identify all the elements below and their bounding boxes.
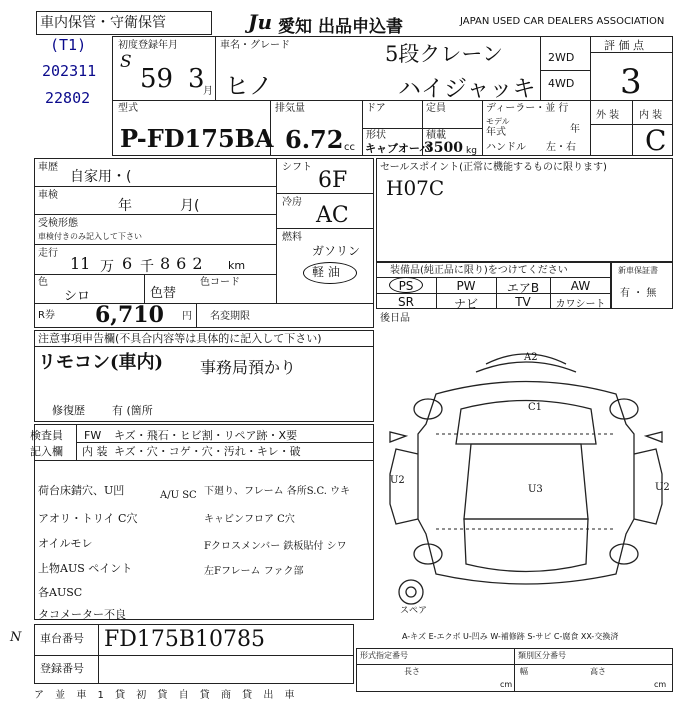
door-label: ドア [366,103,386,114]
cm-label-2: cm [654,680,667,689]
fuel-type: ガソリン [312,244,361,258]
handle-value: 左・右 [546,142,576,153]
notes-line1: リモコン(車内) [38,352,164,373]
shift-label: シフト [282,162,312,173]
displacement-label: 排気量 [275,103,305,114]
diagram-label-u2-left: U2 [390,475,405,486]
yen-label: 円 [182,311,192,322]
length-label: 長さ [404,667,420,676]
equip-aw: AW [570,279,591,293]
mileage-man-value: 11 [70,254,91,273]
chassis-label: 車台番号 [40,632,84,645]
inspector-note-1: アオリ・トリイ C穴 [38,512,138,525]
reg-month: 3 [188,64,205,94]
make-value: ヒノ [225,72,273,100]
fuel-selected-text: 軽 油 [312,265,340,279]
mileage-sen-value: 6 [122,254,133,273]
inspector-note-right-1: キャビンフロア C穴 [204,514,295,525]
capacity-label: 定員 [426,103,446,114]
mileage-man-unit: 万 [100,259,114,275]
grade-line1: 5段クレーン [385,42,503,66]
repair-history-label: 修復歴 [52,404,85,417]
stamp-line2: 202311 [42,62,97,80]
year-word-label: 年式 [486,127,506,138]
mileage-label: 走行 [38,248,58,259]
region-name: 愛知 [278,17,312,37]
equip-sr: SR [398,295,414,309]
displacement-unit: cc [344,142,355,153]
equip-ps: PS [398,279,414,293]
ac-value: AC [316,203,349,228]
score-value: 3 [620,62,642,102]
history-label: 車歴 [38,162,58,173]
inspector-label: 検査員 [30,429,63,442]
category-code-label: 類別区分番号 [518,651,566,660]
receipt-type-label: 受検形態 [38,218,78,229]
diagram-label-u2-right: U2 [655,482,670,493]
load-value: 3500 [424,140,463,156]
width-label: 幅 [520,667,528,676]
notes-line1b: 事務局預かり [200,358,297,377]
equip-leather: カワシート [555,299,606,310]
model-code-label: 型式 [118,103,138,114]
fw-items: キズ・飛石・ヒビ割・リペア跡・X要 [114,429,298,442]
model-code-value: P-FD175BA [120,124,274,153]
height-label: 高さ [590,667,606,676]
cm-label-1: cm [500,680,513,689]
grade-line2: ハイジャッキ [398,76,536,102]
inspector-note-2: オイルモレ [38,537,93,550]
drive-2wd: 2WD [548,51,575,64]
top-strip [0,0,700,6]
interior-score-value: C [645,124,667,157]
inspection-month: 月( [180,198,200,214]
inspector-note-5: タコメーター不良 [38,608,126,621]
warranty-label: 新車保証書 [618,266,658,275]
warranty-value: 有 ・ 無 [620,288,657,299]
equip-pw: PW [456,279,476,293]
recycle-label: R券 [38,310,55,321]
equip-tv: TV [515,295,531,309]
exterior-label: 外 装 [596,110,620,121]
model-year-label: モデル [486,117,510,126]
notes-title: 注意事項申告欄(不具合内容等は具体的に記入して下さい) [38,332,322,345]
handle-label: ハンドル [486,142,526,153]
equip-airbag: エアB [506,281,540,295]
registration-label: 登録番号 [40,662,84,675]
year-unit-label: 年 [570,124,580,135]
entry-label: 記入欄 [30,445,63,458]
inspector-note-3: 上物AUS ペイント [38,562,133,575]
spare-label: スペア [400,606,428,616]
dealer-label: ディーラー・並 行 [486,103,569,114]
make-grade-label: 車名・グレード [220,40,290,51]
damage-legend: A-キズ E-エクボ U-凹み W-補修跡 S-サビ C-腐食 XX-交換済 [402,632,619,641]
fuel-label: 燃料 [282,232,302,243]
interior-label: 内 装 [639,110,663,121]
inspection-year: 年 [118,198,132,214]
reg-year: 59 [140,64,174,94]
form-code-label: 形式指定番号 [360,651,408,660]
mileage-sen-unit: 千 [140,259,154,275]
sales-points-value: H07C [386,176,445,200]
sales-points-frame [376,158,673,262]
storage-type: 車内保管・守衛保管 [40,15,166,31]
interior-items: キズ・穴・コゲ・穴・汚れ・キレ・破 [114,445,301,458]
history-value: 自家用・( [70,169,132,185]
mileage-rest-value: 862 [160,254,209,273]
diagram-label-u3: U3 [528,484,543,495]
receipt-type-note: 車検付きのみ記入して下さい [38,232,142,241]
inspector-note-right-2: Fクロスメンバー 鉄板貼付 シワ [204,541,347,552]
color-label: 色 [38,277,48,288]
diagram-label-a2: A2 [524,352,538,363]
color-value: シロ [64,289,91,304]
stamp-line1: (T1) [50,36,87,54]
recycle-amount: 6,710 [95,302,164,328]
era-mark: S [120,52,132,72]
equipment-label: 装備品(純正品に限り)をつけてください [390,265,568,276]
bottom-row: ア 並 車 1 貸 初 貸 自 貸 商 貸 出 車 [34,690,299,701]
km-unit: km [228,259,246,272]
shape-value: キャブオーバ [365,142,431,155]
score-label: 評 価 点 [604,39,644,52]
repair-history-value: 有 (箇所 [112,404,153,417]
equip-ps-circle [389,277,423,293]
load-label: 積載 [426,130,446,141]
sales-points-label: セールスポイント(正常に機能するものに限ります) [380,162,607,173]
color-code-value: 色替 [150,286,177,301]
equip-navi: ナビ [453,297,478,311]
rear-seat-label: 後日品 [380,313,410,324]
car-damage-diagram [376,324,673,624]
first-registration-label: 初度登録年月 [118,40,178,51]
inspector-note-right-3: 左Fフレーム ファク部 [204,566,304,577]
ac-label: 冷房 [282,197,302,208]
reg-month-unit: 月 [203,86,213,97]
inspector-note-mid: A/U SC [160,490,197,501]
corner-mark: N [10,630,22,645]
chassis-number: FD175B10785 [104,627,266,652]
ju-logo: Ju [248,10,273,34]
displacement-value: 6.72 [285,125,344,154]
drive-4wd: 4WD [548,77,575,90]
inspector-note-0: 荷台床錆穴、U凹 [38,484,125,497]
name-change-label: 名変期限 [210,311,250,322]
shape-label: 形状 [366,130,386,141]
form-title: 出品申込書 [318,17,403,37]
color-code-label: 色コード [200,277,240,288]
fw-label: FW [84,429,102,442]
shift-value: 6F [318,168,348,193]
interior-check-label: 内 装 [82,445,108,458]
inspector-note-4: 各AUSC [38,586,83,599]
association-name: JAPAN USED CAR DEALERS ASSOCIATION [460,16,665,27]
inspector-note-right-0: 下廻り、フレーム 各所S.C. ウキ [204,486,351,497]
load-unit: kg [466,146,477,156]
inspection-label: 車検 [38,190,58,201]
diagram-label-c1: C1 [528,402,543,413]
stamp-line3: 22802 [45,89,91,107]
